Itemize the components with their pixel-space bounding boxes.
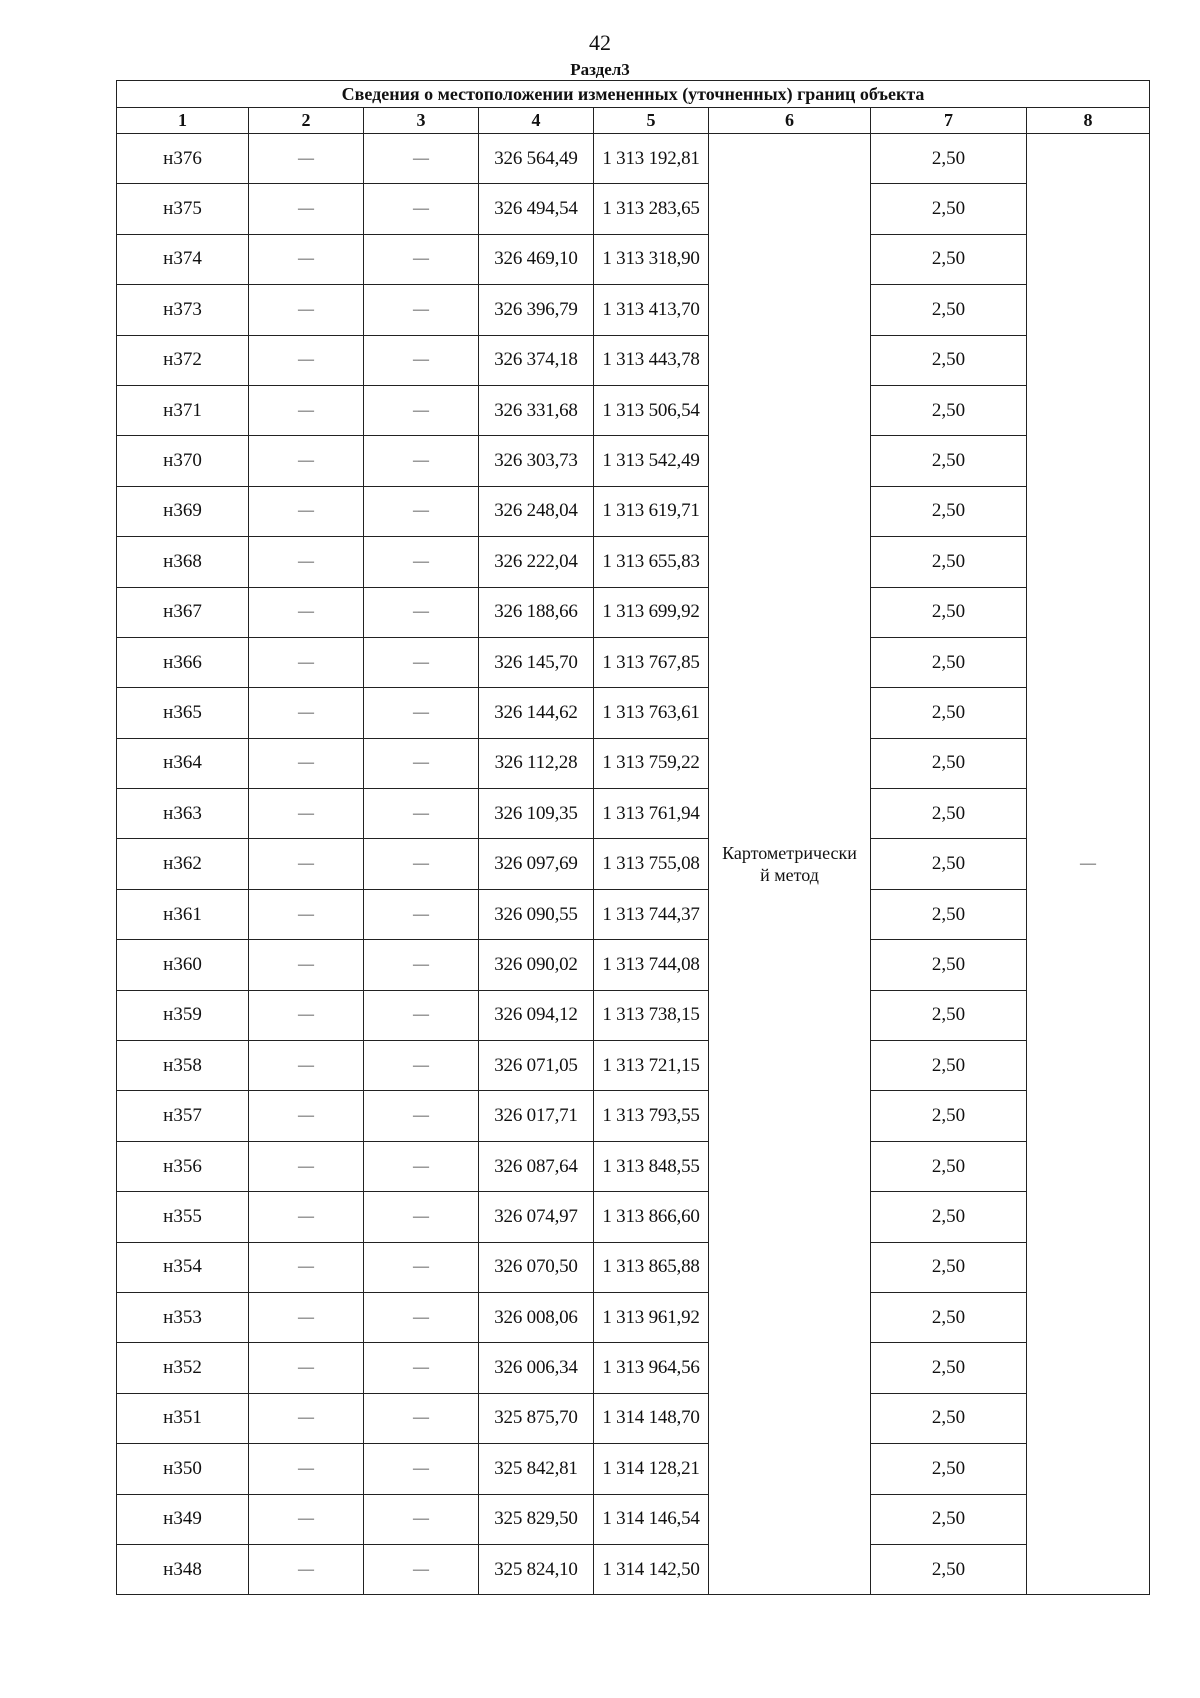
y-coordinate-cell: 1 313 619,71 [594, 486, 709, 536]
point-name-cell: н352 [117, 1343, 249, 1393]
y-coordinate-cell: 1 313 721,15 [594, 1041, 709, 1091]
accuracy-cell: 2,50 [871, 789, 1027, 839]
column-2-cell: — [249, 285, 364, 335]
accuracy-cell: 2,50 [871, 436, 1027, 486]
y-coordinate-cell: 1 313 767,85 [594, 637, 709, 687]
column-2-cell: — [249, 1242, 364, 1292]
y-coordinate-cell: 1 314 142,50 [594, 1544, 709, 1594]
point-name-cell: н360 [117, 940, 249, 990]
x-coordinate-cell: 326 469,10 [479, 234, 594, 284]
y-coordinate-cell: 1 313 848,55 [594, 1141, 709, 1191]
x-coordinate-cell: 326 017,71 [479, 1091, 594, 1141]
y-coordinate-cell: 1 313 413,70 [594, 285, 709, 335]
column-2-cell: — [249, 1192, 364, 1242]
column-number-3: 3 [364, 108, 479, 134]
column-2-cell: — [249, 184, 364, 234]
point-name-cell: н361 [117, 889, 249, 939]
table-row [117, 1544, 1150, 1594]
section-title: Раздел3 [570, 60, 630, 79]
y-coordinate-cell: 1 313 759,22 [594, 738, 709, 788]
x-coordinate-cell: 326 090,02 [479, 940, 594, 990]
column-2-cell: — [249, 1292, 364, 1342]
point-name-cell: н351 [117, 1393, 249, 1443]
accuracy-cell: 2,50 [871, 1393, 1027, 1443]
y-coordinate-cell: 1 313 793,55 [594, 1091, 709, 1141]
accuracy-cell: 2,50 [871, 234, 1027, 284]
accuracy-cell: 2,50 [871, 637, 1027, 687]
table-row [117, 738, 1150, 788]
column-2-cell: — [249, 1544, 364, 1594]
column-2-cell: — [249, 940, 364, 990]
column-3-cell: — [364, 385, 479, 435]
coordinates-table [116, 80, 1150, 1595]
column-3-cell: — [364, 134, 479, 184]
table-row [117, 285, 1150, 335]
x-coordinate-cell: 326 087,64 [479, 1141, 594, 1191]
column-2-cell: — [249, 1091, 364, 1141]
accuracy-cell: 2,50 [871, 990, 1027, 1040]
accuracy-cell: 2,50 [871, 839, 1027, 889]
table-row [117, 889, 1150, 939]
y-coordinate-cell: 1 313 192,81 [594, 134, 709, 184]
point-name-cell: н369 [117, 486, 249, 536]
column-3-cell: — [364, 1292, 479, 1342]
x-coordinate-cell: 326 097,69 [479, 839, 594, 889]
column-2-cell: — [249, 688, 364, 738]
x-coordinate-cell: 326 331,68 [479, 385, 594, 435]
accuracy-cell: 2,50 [871, 1444, 1027, 1494]
column-2-cell: — [249, 436, 364, 486]
column-3-cell: — [364, 940, 479, 990]
column-8-cell: — [1027, 134, 1150, 1595]
point-name-cell: н374 [117, 234, 249, 284]
accuracy-cell: 2,50 [871, 1494, 1027, 1544]
table-row [117, 184, 1150, 234]
column-2-cell: — [249, 1141, 364, 1191]
column-2-cell: — [249, 738, 364, 788]
column-2-cell: — [249, 789, 364, 839]
table-row [117, 587, 1150, 637]
column-2-cell: — [249, 1444, 364, 1494]
column-3-cell: — [364, 234, 479, 284]
accuracy-cell: 2,50 [871, 1343, 1027, 1393]
table-row [117, 537, 1150, 587]
column-number-1: 1 [117, 108, 249, 134]
x-coordinate-cell: 326 094,12 [479, 990, 594, 1040]
point-name-cell: н354 [117, 1242, 249, 1292]
column-3-cell: — [364, 889, 479, 939]
x-coordinate-cell: 326 188,66 [479, 587, 594, 637]
x-coordinate-cell: 326 112,28 [479, 738, 594, 788]
y-coordinate-cell: 1 313 964,56 [594, 1343, 709, 1393]
y-coordinate-cell: 1 313 763,61 [594, 688, 709, 738]
accuracy-cell: 2,50 [871, 1041, 1027, 1091]
column-2-cell: — [249, 1343, 364, 1393]
column-3-cell: — [364, 1192, 479, 1242]
point-name-cell: н372 [117, 335, 249, 385]
accuracy-cell: 2,50 [871, 184, 1027, 234]
x-coordinate-cell: 326 145,70 [479, 637, 594, 687]
column-2-cell: — [249, 1041, 364, 1091]
y-coordinate-cell: 1 313 655,83 [594, 537, 709, 587]
column-3-cell: — [364, 990, 479, 1040]
point-name-cell: н357 [117, 1091, 249, 1141]
accuracy-cell: 2,50 [871, 385, 1027, 435]
column-3-cell: — [364, 688, 479, 738]
table-row [117, 789, 1150, 839]
table-caption: Сведения о местоположении измененных (уточненных) границ объекта [117, 81, 1150, 108]
point-name-cell: н358 [117, 1041, 249, 1091]
y-coordinate-cell: 1 313 744,08 [594, 940, 709, 990]
column-2-cell: — [249, 234, 364, 284]
point-name-cell: н371 [117, 385, 249, 435]
x-coordinate-cell: 326 006,34 [479, 1343, 594, 1393]
accuracy-cell: 2,50 [871, 285, 1027, 335]
table-row [117, 335, 1150, 385]
table-row [117, 1292, 1150, 1342]
y-coordinate-cell: 1 314 146,54 [594, 1494, 709, 1544]
table-row [117, 839, 1150, 889]
column-3-cell: — [364, 789, 479, 839]
method-cell: Картометрически й метод [709, 134, 871, 1595]
column-2-cell: — [249, 486, 364, 536]
column-2-cell: — [249, 1494, 364, 1544]
y-coordinate-cell: 1 313 318,90 [594, 234, 709, 284]
point-name-cell: н366 [117, 637, 249, 687]
column-number-5: 5 [594, 108, 709, 134]
y-coordinate-cell: 1 313 443,78 [594, 335, 709, 385]
column-3-cell: — [364, 738, 479, 788]
x-coordinate-cell: 325 829,50 [479, 1494, 594, 1544]
table-row [117, 990, 1150, 1040]
y-coordinate-cell: 1 314 128,21 [594, 1444, 709, 1494]
y-coordinate-cell: 1 314 148,70 [594, 1393, 709, 1443]
x-coordinate-cell: 326 222,04 [479, 537, 594, 587]
table-row [117, 1242, 1150, 1292]
column-3-cell: — [364, 537, 479, 587]
table-row [117, 134, 1150, 184]
point-name-cell: н365 [117, 688, 249, 738]
y-coordinate-cell: 1 313 961,92 [594, 1292, 709, 1342]
column-2-cell: — [249, 839, 364, 889]
x-coordinate-cell: 326 070,50 [479, 1242, 594, 1292]
accuracy-cell: 2,50 [871, 940, 1027, 990]
column-number-7: 7 [871, 108, 1027, 134]
x-coordinate-cell: 326 074,97 [479, 1192, 594, 1242]
page-number: 42 [589, 30, 611, 55]
table-row [117, 688, 1150, 738]
point-name-cell: н355 [117, 1192, 249, 1242]
accuracy-cell: 2,50 [871, 486, 1027, 536]
accuracy-cell: 2,50 [871, 1242, 1027, 1292]
column-2-cell: — [249, 385, 364, 435]
column-3-cell: — [364, 1444, 479, 1494]
table-row [117, 1444, 1150, 1494]
column-2-cell: — [249, 134, 364, 184]
y-coordinate-cell: 1 313 761,94 [594, 789, 709, 839]
y-coordinate-cell: 1 313 865,88 [594, 1242, 709, 1292]
point-name-cell: н359 [117, 990, 249, 1040]
table-row [117, 1494, 1150, 1544]
column-3-cell: — [364, 1091, 479, 1141]
column-3-cell: — [364, 285, 479, 335]
x-coordinate-cell: 326 374,18 [479, 335, 594, 385]
column-number-2: 2 [249, 108, 364, 134]
table-body [117, 134, 1150, 1595]
point-name-cell: н370 [117, 436, 249, 486]
x-coordinate-cell: 326 396,79 [479, 285, 594, 335]
column-number-8: 8 [1027, 108, 1150, 134]
accuracy-cell: 2,50 [871, 1544, 1027, 1594]
y-coordinate-cell: 1 313 755,08 [594, 839, 709, 889]
column-3-cell: — [364, 1141, 479, 1191]
point-name-cell: н363 [117, 789, 249, 839]
column-2-cell: — [249, 587, 364, 637]
x-coordinate-cell: 326 303,73 [479, 436, 594, 486]
x-coordinate-cell: 326 494,54 [479, 184, 594, 234]
point-name-cell: н375 [117, 184, 249, 234]
table-row [117, 940, 1150, 990]
column-2-cell: — [249, 1393, 364, 1443]
x-coordinate-cell: 325 875,70 [479, 1393, 594, 1443]
column-3-cell: — [364, 587, 479, 637]
accuracy-cell: 2,50 [871, 889, 1027, 939]
column-3-cell: — [364, 1343, 479, 1393]
x-coordinate-cell: 326 090,55 [479, 889, 594, 939]
column-number-6: 6 [709, 108, 871, 134]
table-row [117, 1141, 1150, 1191]
y-coordinate-cell: 1 313 506,54 [594, 385, 709, 435]
column-2-cell: — [249, 637, 364, 687]
point-name-cell: н376 [117, 134, 249, 184]
accuracy-cell: 2,50 [871, 335, 1027, 385]
accuracy-cell: 2,50 [871, 1141, 1027, 1191]
table-row [117, 436, 1150, 486]
y-coordinate-cell: 1 313 866,60 [594, 1192, 709, 1242]
x-coordinate-cell: 325 824,10 [479, 1544, 594, 1594]
column-3-cell: — [364, 1393, 479, 1443]
accuracy-cell: 2,50 [871, 1292, 1027, 1342]
table-row [117, 486, 1150, 536]
y-coordinate-cell: 1 313 738,15 [594, 990, 709, 1040]
column-3-cell: — [364, 1041, 479, 1091]
column-3-cell: — [364, 637, 479, 687]
point-name-cell: н373 [117, 285, 249, 335]
accuracy-cell: 2,50 [871, 688, 1027, 738]
accuracy-cell: 2,50 [871, 1192, 1027, 1242]
accuracy-cell: 2,50 [871, 587, 1027, 637]
point-name-cell: н367 [117, 587, 249, 637]
accuracy-cell: 2,50 [871, 537, 1027, 587]
accuracy-cell: 2,50 [871, 1091, 1027, 1141]
point-name-cell: н362 [117, 839, 249, 889]
column-3-cell: — [364, 436, 479, 486]
column-3-cell: — [364, 839, 479, 889]
x-coordinate-cell: 326 144,62 [479, 688, 594, 738]
point-name-cell: н349 [117, 1494, 249, 1544]
table-row [117, 1041, 1150, 1091]
x-coordinate-cell: 326 109,35 [479, 789, 594, 839]
accuracy-cell: 2,50 [871, 134, 1027, 184]
column-number-4: 4 [479, 108, 594, 134]
point-name-cell: н368 [117, 537, 249, 587]
y-coordinate-cell: 1 313 744,37 [594, 889, 709, 939]
point-name-cell: н364 [117, 738, 249, 788]
column-2-cell: — [249, 990, 364, 1040]
y-coordinate-cell: 1 313 283,65 [594, 184, 709, 234]
column-3-cell: — [364, 335, 479, 385]
table-row [117, 1343, 1150, 1393]
point-name-cell: н348 [117, 1544, 249, 1594]
table-row [117, 1192, 1150, 1242]
point-name-cell: н356 [117, 1141, 249, 1191]
table-row [117, 637, 1150, 687]
table-row [117, 385, 1150, 435]
table-row [117, 1091, 1150, 1141]
table-row [117, 1393, 1150, 1443]
column-2-cell: — [249, 889, 364, 939]
column-3-cell: — [364, 1242, 479, 1292]
x-coordinate-cell: 326 248,04 [479, 486, 594, 536]
y-coordinate-cell: 1 313 699,92 [594, 587, 709, 637]
point-name-cell: н350 [117, 1444, 249, 1494]
accuracy-cell: 2,50 [871, 738, 1027, 788]
column-3-cell: — [364, 1494, 479, 1544]
x-coordinate-cell: 326 071,05 [479, 1041, 594, 1091]
x-coordinate-cell: 326 564,49 [479, 134, 594, 184]
point-name-cell: н353 [117, 1292, 249, 1342]
y-coordinate-cell: 1 313 542,49 [594, 436, 709, 486]
column-3-cell: — [364, 184, 479, 234]
column-3-cell: — [364, 486, 479, 536]
column-number-row [117, 108, 1150, 134]
x-coordinate-cell: 325 842,81 [479, 1444, 594, 1494]
column-2-cell: — [249, 537, 364, 587]
table-row [117, 234, 1150, 284]
column-3-cell: — [364, 1544, 479, 1594]
x-coordinate-cell: 326 008,06 [479, 1292, 594, 1342]
column-2-cell: — [249, 335, 364, 385]
